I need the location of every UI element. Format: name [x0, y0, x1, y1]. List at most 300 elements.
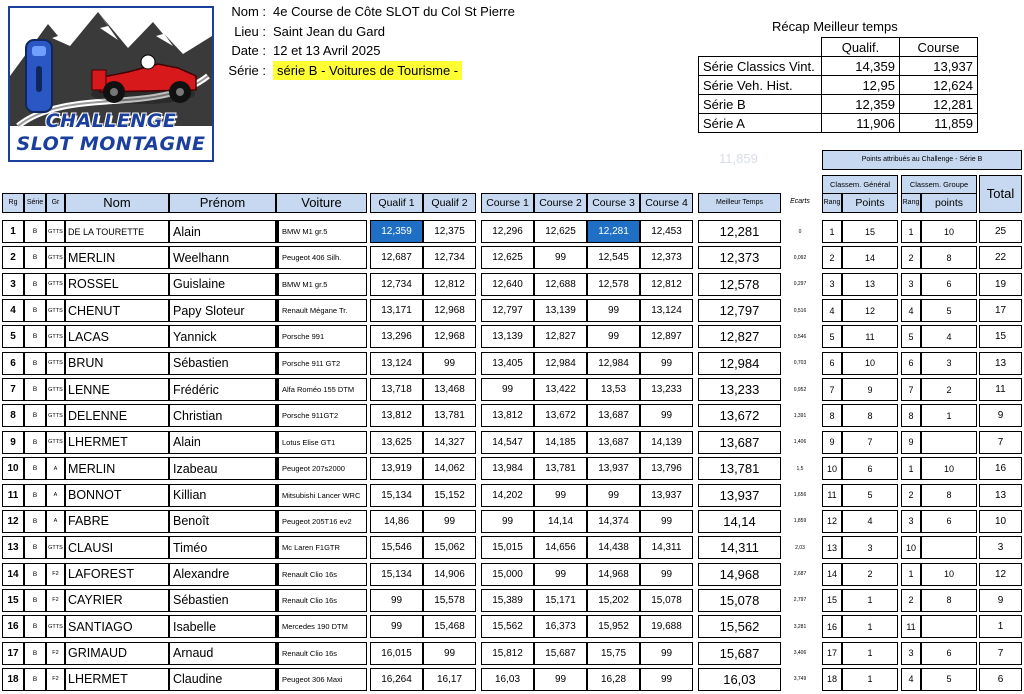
- cell-q2: 14,906: [423, 563, 476, 586]
- cell-c2: 99: [534, 668, 587, 691]
- cell-c4: 12,453: [640, 220, 693, 243]
- cell-ecart: 3,749: [793, 676, 807, 683]
- cell-serie: B: [24, 589, 46, 612]
- column-header-points1: Points: [842, 193, 898, 213]
- cell-gr: A: [46, 484, 65, 507]
- cell-best: 12,827: [698, 325, 781, 348]
- cell-rg: 3: [2, 273, 24, 296]
- column-header-voiture: Voiture: [276, 193, 367, 213]
- cell-c2: 14,656: [534, 536, 587, 559]
- cell-rang1: 12: [822, 510, 842, 533]
- cell-rang2: 4: [901, 668, 921, 691]
- cell-q2: 13,468: [423, 378, 476, 401]
- cell-rang1: 8: [822, 404, 842, 427]
- column-header-rg: Rg: [2, 193, 24, 213]
- cell-q1: 15,546: [370, 536, 423, 559]
- cell-c1: 14,547: [481, 431, 534, 454]
- cell-c4: 99: [640, 668, 693, 691]
- cell-best: 12,373: [698, 246, 781, 269]
- cell-prenom: Yannick: [169, 325, 276, 348]
- column-header-nom: Nom: [65, 193, 169, 213]
- cell-q1: 13,171: [370, 299, 423, 322]
- cell-c1: 13,139: [481, 325, 534, 348]
- cell-gr: GTTS: [46, 431, 65, 454]
- cell-rg: 16: [2, 615, 24, 638]
- cell-c1: 12,640: [481, 273, 534, 296]
- cell-q2: 14,327: [423, 431, 476, 454]
- cell-rang2: 7: [901, 378, 921, 401]
- cell-prenom: Arnaud: [169, 642, 276, 665]
- cell-gr: GTTS: [46, 536, 65, 559]
- cell-voiture: Porsche 911GT2: [276, 404, 367, 427]
- cell-voiture: BMW M1 gr.5: [276, 220, 367, 243]
- cell-q2: 12,968: [423, 325, 476, 348]
- cell-c1: 14,202: [481, 484, 534, 507]
- cell-rang2: 10: [901, 536, 921, 559]
- cell-c1: 12,797: [481, 299, 534, 322]
- column-header-q2: Qualif 2: [423, 193, 476, 213]
- cell-c4: 12,897: [640, 325, 693, 348]
- cell-best: 14,968: [698, 563, 781, 586]
- cell-q2: 15,468: [423, 615, 476, 638]
- table-row: [0, 587, 1024, 613]
- cell-rang1: 4: [822, 299, 842, 322]
- cell-rang2: 4: [901, 299, 921, 322]
- cell-gr: F2: [46, 589, 65, 612]
- cell-points1: 13: [842, 273, 898, 296]
- event-series-row: [228, 61, 515, 81]
- cell-rg: 8: [2, 404, 24, 427]
- cell-total: 17: [979, 299, 1022, 322]
- table-row: [0, 350, 1024, 376]
- cell-points2: 10: [921, 220, 977, 243]
- recap-row-label: Série A: [699, 114, 822, 133]
- cell-q2: 12,812: [423, 273, 476, 296]
- column-header-c2: Course 2: [534, 193, 587, 213]
- cell-total: 9: [979, 404, 1022, 427]
- cell-points2: 10: [921, 563, 977, 586]
- cell-ecart: 1,406: [793, 439, 807, 446]
- cell-nom: BRUN: [65, 352, 169, 375]
- table-row: [0, 640, 1024, 666]
- column-header-q1: Qualif 1: [370, 193, 423, 213]
- cell-q1: 15,134: [370, 563, 423, 586]
- cell-total: 13: [979, 484, 1022, 507]
- cell-ecart: 0,516: [793, 307, 807, 314]
- cell-points1: 3: [842, 536, 898, 559]
- cell-prenom: Izabeau: [169, 457, 276, 480]
- cell-rg: 5: [2, 325, 24, 348]
- cell-q2: 15,578: [423, 589, 476, 612]
- cell-points2: 8: [921, 589, 977, 612]
- recap-row-course: 13,937: [900, 57, 978, 76]
- cell-voiture: Renault Clio 16s: [276, 563, 367, 586]
- cell-c2: 15,171: [534, 589, 587, 612]
- cell-c4: 99: [640, 352, 693, 375]
- cell-c3: 14,438: [587, 536, 640, 559]
- cell-best: 12,984: [698, 352, 781, 375]
- cell-prenom: Claudine: [169, 668, 276, 691]
- challenge-slot-montagne-logo: [8, 6, 214, 162]
- cell-voiture: Peugeot 306 Maxi: [276, 668, 367, 691]
- recap-row-qualif: 12,95: [822, 76, 900, 95]
- cell-prenom: Sébastien: [169, 352, 276, 375]
- cell-best: 12,797: [698, 299, 781, 322]
- cell-gr: GTTS: [46, 325, 65, 348]
- cell-rg: 6: [2, 352, 24, 375]
- controller-icon: [26, 40, 52, 112]
- cell-q2: 15,152: [423, 484, 476, 507]
- cell-voiture: Renault Mégane Tr.: [276, 299, 367, 322]
- cell-rang1: 9: [822, 431, 842, 454]
- cell-rg: 9: [2, 431, 24, 454]
- cell-prenom: Killian: [169, 484, 276, 507]
- cell-nom: DELENNE: [65, 404, 169, 427]
- cell-best: 13,233: [698, 378, 781, 401]
- cell-serie: B: [24, 615, 46, 638]
- cell-nom: MERLIN: [65, 457, 169, 480]
- cell-c2: 13,672: [534, 404, 587, 427]
- cell-rang1: 17: [822, 642, 842, 665]
- cell-points2: 6: [921, 510, 977, 533]
- cell-voiture: Mercedes 190 DTM: [276, 615, 367, 638]
- cell-rg: 11: [2, 484, 24, 507]
- cell-rg: 17: [2, 642, 24, 665]
- cell-q2: 14,062: [423, 457, 476, 480]
- cell-total: 12: [979, 563, 1022, 586]
- cell-ecart: 0,092: [793, 254, 807, 261]
- cell-c2: 16,373: [534, 615, 587, 638]
- table-row: [0, 429, 1024, 455]
- cell-rg: 7: [2, 378, 24, 401]
- cell-c2: 13,139: [534, 299, 587, 322]
- cell-points1: 9: [842, 378, 898, 401]
- cell-points2: 1: [921, 404, 977, 427]
- cell-c3: 12,281: [587, 220, 640, 243]
- recap-row-course: 12,281: [900, 95, 978, 114]
- cell-points1: 15: [842, 220, 898, 243]
- recap-row: [699, 95, 978, 114]
- table-row: [0, 534, 1024, 560]
- cell-voiture: Mitsubishi Lancer WRC: [276, 484, 367, 507]
- column-header-gr: Gr: [46, 193, 65, 213]
- cell-voiture: Lotus Elise GT1: [276, 431, 367, 454]
- cell-c4: 19,688: [640, 615, 693, 638]
- cell-points1: 11: [842, 325, 898, 348]
- cell-gr: GTTS: [46, 378, 65, 401]
- cell-ecart: 0,546: [793, 333, 807, 340]
- cell-c3: 15,75: [587, 642, 640, 665]
- table-row: [0, 323, 1024, 349]
- column-header-ecarts: Ecarts: [790, 198, 810, 205]
- cell-points1: 1: [842, 589, 898, 612]
- cell-serie: B: [24, 668, 46, 691]
- cell-serie: B: [24, 642, 46, 665]
- recap-row-label: Série Classics Vint.: [699, 57, 822, 76]
- faded-value: 11,859: [719, 151, 758, 166]
- cell-ecart: 3,406: [793, 650, 807, 657]
- cell-points1: 12: [842, 299, 898, 322]
- cell-c4: 13,124: [640, 299, 693, 322]
- cell-q2: 12,968: [423, 299, 476, 322]
- cell-best: 12,281: [698, 220, 781, 243]
- cell-points1: 8: [842, 404, 898, 427]
- cell-rg: 15: [2, 589, 24, 612]
- cell-ecart: 1,656: [793, 492, 807, 498]
- cell-nom: LENNE: [65, 378, 169, 401]
- cell-nom: CLAUSI: [65, 536, 169, 559]
- cell-c3: 12,984: [587, 352, 640, 375]
- cell-rang1: 3: [822, 273, 842, 296]
- cell-ecart: 0,703: [793, 360, 807, 367]
- cell-rang1: 6: [822, 352, 842, 375]
- cell-nom: CAYRIER: [65, 589, 169, 612]
- recap-row: [699, 76, 978, 95]
- cell-rang1: 5: [822, 325, 842, 348]
- cell-rg: 12: [2, 510, 24, 533]
- cell-serie: B: [24, 563, 46, 586]
- cell-voiture: Mc Laren F1GTR: [276, 536, 367, 559]
- cell-best: 13,672: [698, 404, 781, 427]
- event-place-row: [228, 22, 515, 42]
- cell-points1: 5: [842, 484, 898, 507]
- cell-rg: 2: [2, 246, 24, 269]
- table-row: [0, 613, 1024, 639]
- table-row: [0, 508, 1024, 534]
- cell-total: 19: [979, 273, 1022, 296]
- column-header-rang2: Rang: [901, 193, 921, 213]
- cell-rang1: 15: [822, 589, 842, 612]
- cell-c4: 13,233: [640, 378, 693, 401]
- cell-c3: 16,28: [587, 668, 640, 691]
- event-name-row: [228, 2, 515, 22]
- recap-row-qualif: 11,906: [822, 114, 900, 133]
- logo-text-line1: CHALLENGE: [45, 110, 177, 132]
- recap-row-course: 12,624: [900, 76, 978, 95]
- cell-c1: 15,015: [481, 536, 534, 559]
- cell-ecart: 2,03: [795, 544, 805, 551]
- cell-nom: DE LA TOURETTE: [65, 220, 169, 243]
- cell-points2: 6: [921, 273, 977, 296]
- cell-c4: 14,311: [640, 536, 693, 559]
- cell-gr: A: [46, 510, 65, 533]
- cell-q1: 16,264: [370, 668, 423, 691]
- cell-rang2: 1: [901, 220, 921, 243]
- cell-serie: B: [24, 352, 46, 375]
- cell-points1: 7: [842, 431, 898, 454]
- cell-points2: 4: [921, 325, 977, 348]
- cell-gr: F2: [46, 642, 65, 665]
- cell-points1: 6: [842, 457, 898, 480]
- recap-row-label: Série Veh. Hist.: [699, 76, 822, 95]
- recap-col-qualif: Qualif.: [822, 38, 900, 57]
- cell-total: 6: [979, 668, 1022, 691]
- cell-best: 14,14: [698, 510, 781, 533]
- cell-prenom: Alain: [169, 431, 276, 454]
- cell-best: 15,562: [698, 615, 781, 638]
- cell-c3: 15,202: [587, 589, 640, 612]
- cell-c1: 99: [481, 510, 534, 533]
- cell-ecart: 0: [798, 228, 802, 235]
- cell-c1: 12,296: [481, 220, 534, 243]
- cell-points1: 2: [842, 563, 898, 586]
- cell-q2: 12,375: [423, 220, 476, 243]
- cell-q1: 14,86: [370, 510, 423, 533]
- cell-voiture: Renault Clio 16s: [276, 642, 367, 665]
- cell-gr: GTTS: [46, 352, 65, 375]
- cell-prenom: Isabelle: [169, 615, 276, 638]
- cell-c3: 99: [587, 484, 640, 507]
- cell-c1: 15,812: [481, 642, 534, 665]
- cell-nom: FABRE: [65, 510, 169, 533]
- cell-voiture: Porsche 911 GT2: [276, 352, 367, 375]
- event-series-label: Série :: [228, 62, 266, 78]
- recap-row: [699, 57, 978, 76]
- cell-total: 16: [979, 457, 1022, 480]
- event-date-value: 12 et 13 Avril 2025: [273, 43, 381, 58]
- cell-serie: B: [24, 273, 46, 296]
- column-header-c4: Course 4: [640, 193, 693, 213]
- cell-rang1: 14: [822, 563, 842, 586]
- cell-prenom: Alexandre: [169, 563, 276, 586]
- cell-c3: 14,968: [587, 563, 640, 586]
- cell-c1: 13,812: [481, 404, 534, 427]
- cell-nom: LHERMET: [65, 668, 169, 691]
- cell-rang2: 5: [901, 325, 921, 348]
- cell-rang1: 11: [822, 484, 842, 507]
- cell-prenom: Weelhann: [169, 246, 276, 269]
- cell-ecart: 0,952: [793, 386, 807, 393]
- cell-nom: MERLIN: [65, 246, 169, 269]
- cell-c4: 12,373: [640, 246, 693, 269]
- cell-points2: 10: [921, 457, 977, 480]
- cell-best: 13,687: [698, 431, 781, 454]
- cell-rg: 14: [2, 563, 24, 586]
- recap-header-row: [699, 38, 978, 57]
- recap-row: [699, 114, 978, 133]
- cell-c4: 13,796: [640, 457, 693, 480]
- cell-q1: 13,296: [370, 325, 423, 348]
- group-header-general: Classem. Général: [822, 175, 898, 195]
- table-row: [0, 376, 1024, 402]
- cell-voiture: Peugeot 205T16 ev2: [276, 510, 367, 533]
- cell-rang2: 3: [901, 642, 921, 665]
- cell-points2: [921, 431, 977, 454]
- cell-ecart: 1,391: [793, 412, 807, 419]
- cell-voiture: Peugeot 207s2000: [276, 457, 367, 480]
- cell-ecart: 2,797: [793, 597, 807, 604]
- recap-table: [698, 37, 978, 133]
- event-place-value: Saint Jean du Gard: [273, 23, 386, 39]
- cell-rang2: 1: [901, 457, 921, 480]
- cell-nom: LAFOREST: [65, 563, 169, 586]
- cell-rang1: 1: [822, 220, 842, 243]
- cell-points2: [921, 615, 977, 638]
- cell-gr: GTTS: [46, 299, 65, 322]
- cell-rang2: 1: [901, 563, 921, 586]
- recap-title: Récap Meilleur temps: [772, 19, 898, 34]
- cell-c4: 99: [640, 563, 693, 586]
- cell-c1: 12,625: [481, 246, 534, 269]
- cell-prenom: Benoît: [169, 510, 276, 533]
- cell-c3: 99: [587, 299, 640, 322]
- cell-c2: 99: [534, 563, 587, 586]
- cell-q2: 99: [423, 642, 476, 665]
- cell-prenom: Christian: [169, 404, 276, 427]
- cell-total: 22: [979, 246, 1022, 269]
- cell-c3: 13,687: [587, 404, 640, 427]
- cell-c2: 14,185: [534, 431, 587, 454]
- cell-rang1: 2: [822, 246, 842, 269]
- cell-points2: [921, 536, 977, 559]
- cell-q1: 12,687: [370, 246, 423, 269]
- cell-rg: 13: [2, 536, 24, 559]
- recap-header-empty: [699, 38, 822, 57]
- cell-c3: 15,952: [587, 615, 640, 638]
- cell-c2: 12,827: [534, 325, 587, 348]
- table-row: [0, 271, 1024, 297]
- recap-col-course: Course: [900, 38, 978, 57]
- event-place-label: Lieu :: [234, 23, 266, 39]
- cell-rang2: 8: [901, 404, 921, 427]
- cell-serie: B: [24, 220, 46, 243]
- cell-q1: 12,734: [370, 273, 423, 296]
- cell-voiture: Renault Clio 16s: [276, 589, 367, 612]
- cell-nom: GRIMAUD: [65, 642, 169, 665]
- cell-points2: 8: [921, 246, 977, 269]
- cell-prenom: Sébastien: [169, 589, 276, 612]
- cell-rg: 10: [2, 457, 24, 480]
- table-row: [0, 561, 1024, 587]
- cell-points2: 5: [921, 299, 977, 322]
- column-header-serie: Série: [24, 193, 46, 213]
- cell-c1: 15,562: [481, 615, 534, 638]
- cell-q1: 15,134: [370, 484, 423, 507]
- cell-total: 7: [979, 642, 1022, 665]
- cell-best: 13,937: [698, 484, 781, 507]
- event-info: [228, 2, 515, 80]
- cell-q1: 13,812: [370, 404, 423, 427]
- cell-serie: B: [24, 246, 46, 269]
- cell-q2: 16,17: [423, 668, 476, 691]
- cell-prenom: Frédéric: [169, 378, 276, 401]
- cell-serie: B: [24, 510, 46, 533]
- cell-serie: B: [24, 404, 46, 427]
- cell-c2: 12,625: [534, 220, 587, 243]
- cell-total: 10: [979, 510, 1022, 533]
- cell-rg: 4: [2, 299, 24, 322]
- cell-c1: 15,389: [481, 589, 534, 612]
- cell-nom: ROSSEL: [65, 273, 169, 296]
- table-row: [0, 402, 1024, 428]
- column-header-best: Meilleur Temps: [698, 193, 781, 213]
- cell-points2: 6: [921, 642, 977, 665]
- cell-q2: 15,062: [423, 536, 476, 559]
- cell-c3: 12,578: [587, 273, 640, 296]
- column-header-points2: points: [921, 193, 977, 213]
- cell-serie: B: [24, 378, 46, 401]
- cell-q2: 12,734: [423, 246, 476, 269]
- cell-rang1: 13: [822, 536, 842, 559]
- cell-serie: B: [24, 325, 46, 348]
- column-header-c1: Course 1: [481, 193, 534, 213]
- cell-points1: 10: [842, 352, 898, 375]
- cell-nom: LACAS: [65, 325, 169, 348]
- cell-best: 15,078: [698, 589, 781, 612]
- cell-q1: 99: [370, 589, 423, 612]
- cell-gr: F2: [46, 668, 65, 691]
- cell-gr: GTTS: [46, 273, 65, 296]
